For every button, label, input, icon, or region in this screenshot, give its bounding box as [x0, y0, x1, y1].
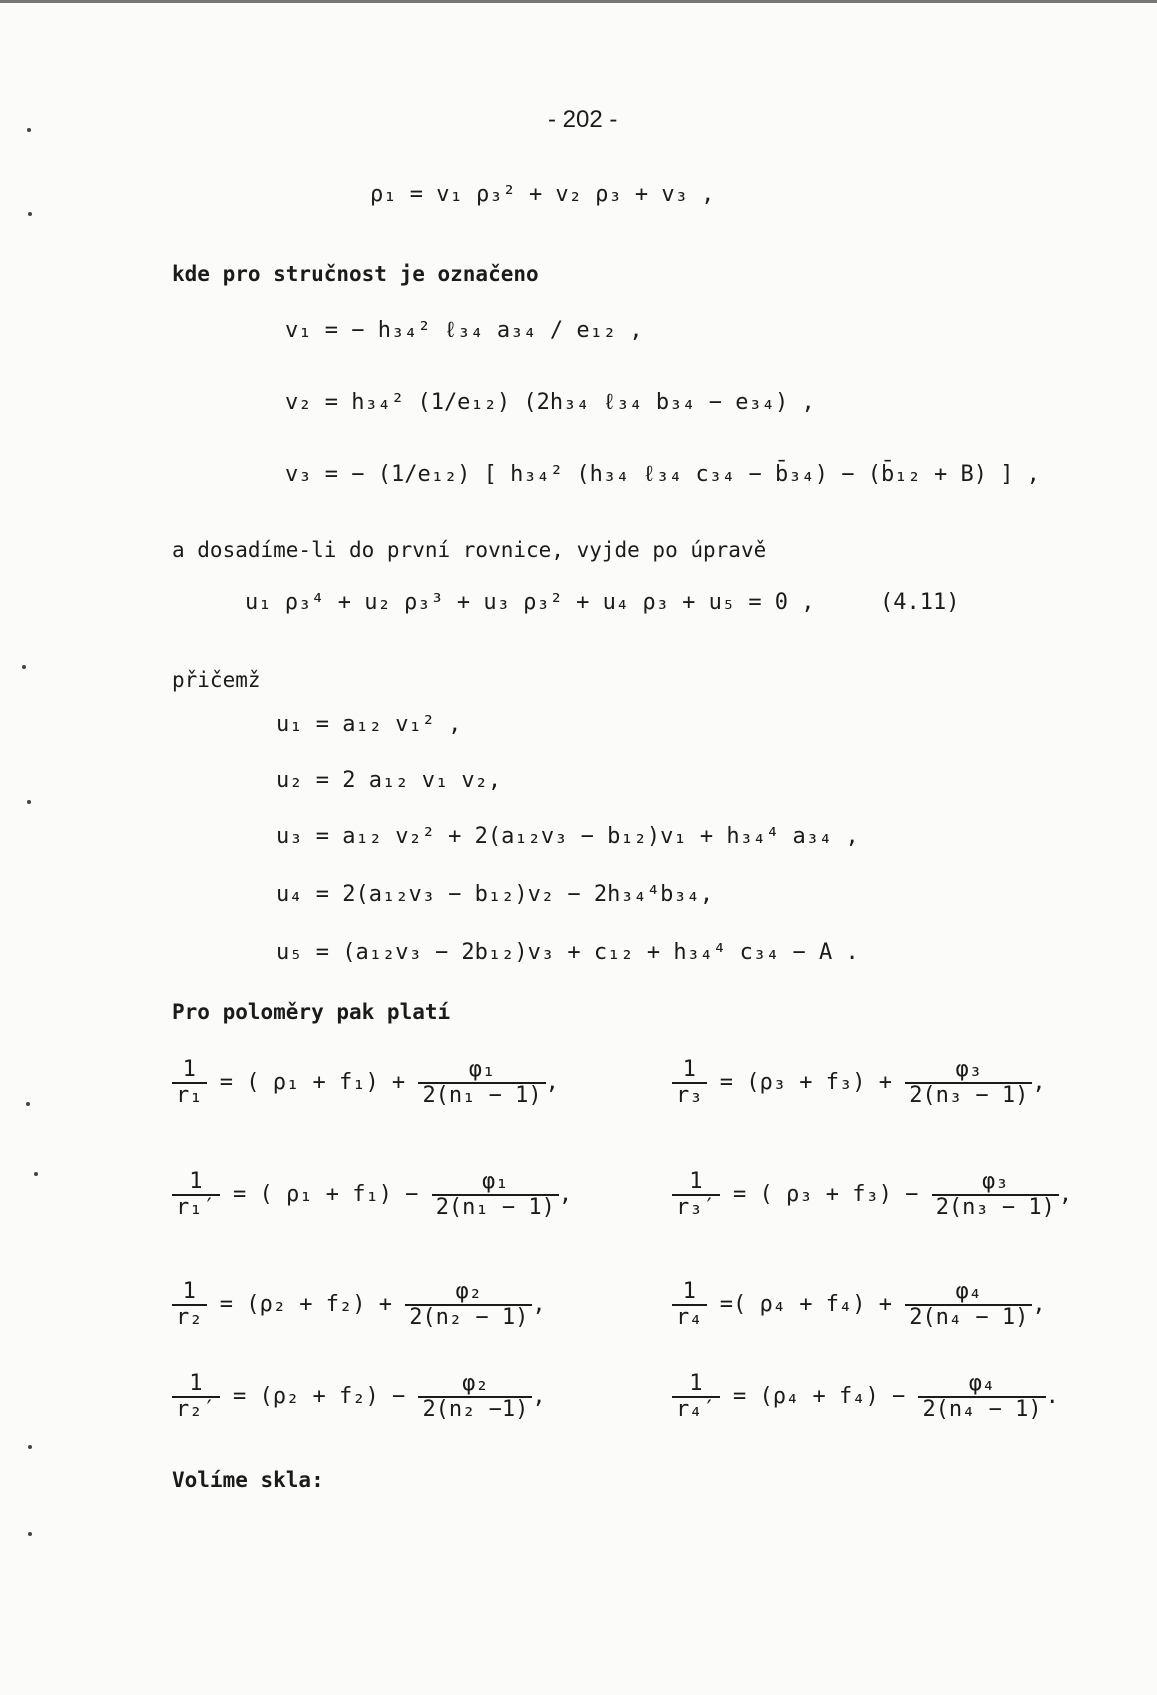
- radii-text: Pro poloměry pak platí: [172, 1000, 451, 1024]
- equation-r4: $\frac{1}{\text{r₄}}$ =( ρ₄ + f₄) + $\frac{\text{φ₄}}{\text{2(n₄ − 1)}}$ ,: [672, 1280, 1046, 1330]
- intro-text: kde pro stručnost je označeno: [172, 262, 539, 286]
- equation-r2: $\frac{1}{\text{r₂}}$ = (ρ₂ + f₂) + $\frac{\text{φ₂}}{\text{2(n₂ − 1)}}$ ,: [172, 1280, 546, 1330]
- scan-speck: [34, 1172, 38, 1176]
- whereby-text: přičemž: [172, 668, 261, 692]
- page-number: - 202 -: [548, 106, 618, 133]
- equation-u4: u₄ = 2(a₁₂v₃ − b₁₂)v₂ − 2h₃₄⁴b₃₄,: [276, 882, 714, 907]
- equation-r4-prime: $\frac{1}{\text{r₄′}}$ = (ρ₄ + f₄) − $\frac{\text{φ₄}}{\text{2(n₄ − 1)}}$ .: [672, 1372, 1059, 1422]
- equation-4-11: u₁ ρ₃⁴ + u₂ ρ₃³ + u₃ ρ₃² + u₄ ρ₃ + u₅ = 0 ,: [245, 590, 815, 615]
- equation-v3: v₃ = − (1/e₁₂) [ h₃₄² (h₃₄ ℓ₃₄ c₃₄ − b̄₃₄) − (b̄₁₂ + B) ] ,: [285, 462, 1040, 487]
- equation-r3: $\frac{1}{\text{r₃}}$ = (ρ₃ + f₃) + $\frac{\text{φ₃}}{\text{2(n₃ − 1)}}$ ,: [672, 1058, 1046, 1108]
- scan-speck: [27, 800, 31, 804]
- scan-speck: [26, 1102, 30, 1106]
- glass-text: Volíme skla:: [172, 1468, 324, 1492]
- equation-label: (4.11): [880, 590, 960, 615]
- equation-u5: u₅ = (a₁₂v₃ − 2b₁₂)v₃ + c₁₂ + h₃₄⁴ c₃₄ − A .: [276, 940, 859, 965]
- equation-v1: v₁ = − h₃₄² ℓ₃₄ a₃₄ / e₁₂ ,: [285, 318, 643, 343]
- equation-r1-prime: $\frac{1}{\text{r₁′}}$ = ( ρ₁ + f₁) − $\frac{\text{φ₁}}{\text{2(n₁ − 1)}}$ ,: [172, 1170, 572, 1220]
- equation-u2: u₂ = 2 a₁₂ v₁ v₂,: [276, 768, 502, 793]
- scan-speck: [28, 1532, 32, 1536]
- scan-speck: [22, 665, 26, 669]
- scan-top-edge: [0, 0, 1157, 3]
- scan-speck: [28, 1445, 32, 1449]
- substitution-text: a dosadíme-li do první rovnice, vyjde po úpravě: [172, 538, 767, 562]
- equation-v2: v₂ = h₃₄² (1/e₁₂) (2h₃₄ ℓ₃₄ b₃₄ − e₃₄) ,: [285, 390, 815, 415]
- equation-rho1: ρ₁ = v₁ ρ₃² + v₂ ρ₃ + v₃ ,: [370, 182, 715, 207]
- equation-u3: u₃ = a₁₂ v₂² + 2(a₁₂v₃ − b₁₂)v₁ + h₃₄⁴ a₃₄ ,: [276, 824, 859, 849]
- equation-u1: u₁ = a₁₂ v₁² ,: [276, 712, 462, 737]
- scan-speck: [28, 212, 32, 216]
- equation-r2-prime: $\frac{1}{\text{r₂′}}$ = (ρ₂ + f₂) − $\frac{\text{φ₂}}{\text{2(n₂ −1)}}$ ,: [172, 1372, 546, 1422]
- scan-speck: [27, 128, 31, 132]
- equation-r1: $\frac{1}{\text{r₁}}$ = ( ρ₁ + f₁) + $\frac{\text{φ₁}}{\text{2(n₁ − 1)}}$ ,: [172, 1058, 559, 1108]
- equation-r3-prime: $\frac{1}{\text{r₃′}}$ = ( ρ₃ + f₃) − $\frac{\text{φ₃}}{\text{2(n₃ − 1)}}$ ,: [672, 1170, 1072, 1220]
